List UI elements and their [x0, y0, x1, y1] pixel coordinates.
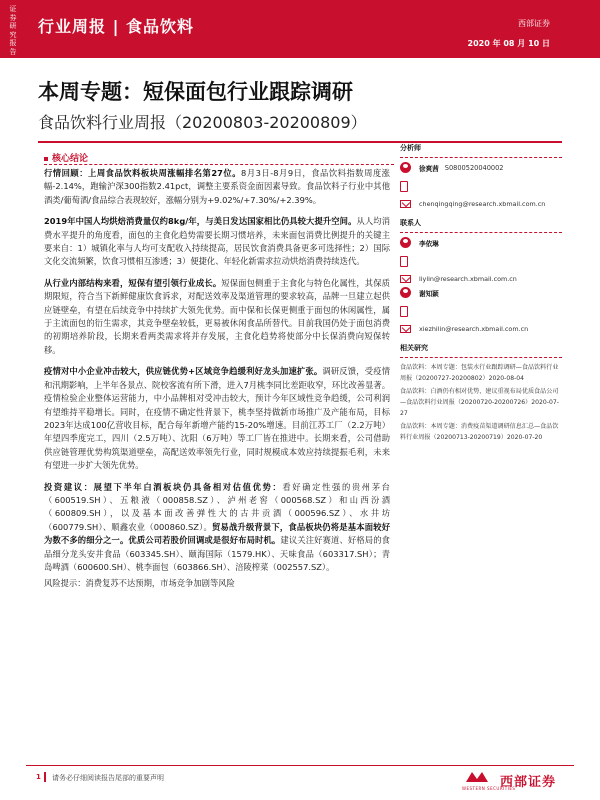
contact-name: 李依琳 — [419, 239, 439, 248]
paragraph-text: 看好确定性强的贵州茅台（600519.SH）、五粮液（000858.SZ）、泸州老窖（000568.SZ）和山西汾酒（600809.SH），以及基本面改善弹性大的古井贡酒（000596.SZ）、水井坊（600779.SH）、顺鑫农业（000860.SZ）。 — [44, 481, 390, 532]
paragraph-text: 从人均消费水平提升的角度看，面包的主食化趋势需要长期习惯培养，未来面包消费比例提升的关键主要来自：1）城镇化率与人均可支配收入持续提高，居民饮食消费具备更多可选择性；2）国际文化交流频繁，饮食习惯相互渗透；3）便捷化、年轻化新需求拉动烘焙消费持续迭代。 — [44, 216, 390, 267]
related-item[interactable]: 食品饮料：本周专题：消费疫苗渠道调研信息汇总—食品饮料行业周报（20200713-20200719）2020-07-20 — [400, 423, 559, 441]
contact-email-row — [400, 325, 562, 333]
main-body — [44, 167, 390, 591]
contact-name: 谢知颖 — [419, 289, 439, 298]
contact-email-row — [400, 275, 562, 283]
paragraph-market-review — [44, 167, 390, 207]
company-logo-text: 西部证券 — [500, 775, 557, 790]
contact-email[interactable]: xiezhilin@research.xbmail.com.cn — [419, 325, 529, 333]
person-icon — [400, 237, 411, 248]
analyst-phone-row — [400, 181, 562, 192]
paragraph-consumption — [44, 215, 390, 269]
section-heading: 核心结论 — [44, 151, 88, 164]
analyst-row — [400, 162, 562, 173]
paragraph-investment — [44, 481, 390, 575]
contact-row — [400, 237, 562, 248]
analyst-name: 徐爽茜 — [419, 164, 439, 173]
page-title: 本周专题：短保面包行业跟踪调研 — [38, 80, 353, 104]
paragraph-text: 8月3日-8月9日，食品饮料指数周度涨幅-2.14%，跑输沪深300指数2.41pct，调整主要系资金面因素导致。食品饮料子行业中其他酒类/葡萄酒/食品综合表现较好，涨幅分别为+9.02%/+7.30%/+2.39%。 — [44, 168, 390, 205]
report-date: 2020 年 08 月 10 日 — [467, 39, 550, 48]
report-category: 行业周报 | 食品饮料 — [38, 17, 194, 36]
mail-icon — [400, 200, 411, 208]
paragraph-text: 调研反馈，受疫情和汛期影响，上半年各景点、院校客流有所下滑，进入7月桃李同比差距收窄，环比改善显著。疫情检验企业整体运营能力，中小品牌相对受冲击较大，预计今年区域性竞争趋缓，公司利润有望维持平稳增长。同时，在疫情不确定性背景下，桃李坚持做新市场推广及产能布局，目标2023年达成100亿营收目标，配合每年新增产能约15-20%增速。目前江苏工厂（2.2万吨）年望四季度完工，四川（2.5万吨）、沈阳（6万吨）等工厂皆在推进中。长期来看，公司借助供应链管理优势构筑渠道壁垒，高配送效率领先行业，同时规模成本效应持续提振毛利，未来有望进一步扩大领先优势。 — [44, 366, 390, 471]
paragraph-structure — [44, 277, 390, 357]
related-divider — [400, 357, 562, 358]
phone-icon — [400, 256, 408, 267]
sidebar — [400, 143, 562, 445]
person-icon — [400, 287, 411, 298]
paragraph-text: 短保面包侧重于主食化与特色化属性，其保质期限短，符合当下新鲜健康饮食诉求，对配送效率及渠道管理的要求较高，品牌一旦建立起供应链壁垒，有望在后续竞争中持续扩大领先优势。而中保和长保更侧重于面包的休闲属性，属于主流面包的衍生需求，其竞争壁垒较低，更易被休闲食品所替代。目前我国仍处于面包消费的初期培养阶段，长期来看两类需求将并存发展，主食化趋势将使部分中长保消费向短保转移。 — [44, 277, 390, 355]
side-stripe — [0, 0, 26, 58]
mail-icon — [400, 325, 411, 333]
paragraph-text: 风险提示：消费复苏不达预期，市场竞争加剧等风险 — [44, 578, 235, 589]
contact-divider — [400, 232, 562, 233]
analyst-email[interactable]: chenqingqing@research.xbmail.com.cn — [419, 200, 546, 208]
mail-icon — [400, 275, 411, 283]
phone-icon — [400, 306, 408, 317]
paragraph-lead: 行情回顾：上周食品饮料板块周涨幅排名第27位。 — [44, 168, 242, 178]
paragraph-lead: 投资建议：展望下半年白酒板块仍具备相对估值优势： — [44, 481, 283, 492]
contact-phone-row — [400, 306, 562, 317]
analyst-divider — [400, 157, 562, 158]
paragraph-epidemic — [44, 365, 390, 472]
phone-icon — [400, 181, 408, 192]
analyst-id: S0800520040002 — [444, 163, 504, 172]
analyst-email-row — [400, 200, 562, 208]
header-brand: 西部证券 — [518, 19, 550, 28]
related-list — [400, 362, 562, 443]
contact-row — [400, 287, 562, 298]
contact-email[interactable]: liylin@research.xbmail.com.cn — [419, 275, 517, 283]
contact-phone-row — [400, 256, 562, 267]
paragraph-lead: 疫情对中小企业冲击较大，供应链优势+区域竞争趋缓利好龙头加速扩张。 — [44, 366, 323, 377]
contact-heading: 联系人 — [400, 219, 421, 227]
page-number: 1 — [36, 773, 41, 781]
footer-divider — [26, 765, 574, 766]
analyst-heading: 分析师 — [400, 144, 421, 152]
footer-marker — [44, 772, 46, 782]
related-item[interactable]: 食品饮料：本周专题：包装水行业跟踪调研—食品饮料行业周报（20200727-20200802）2020-08-04 — [400, 364, 559, 382]
person-icon — [400, 162, 411, 173]
related-heading: 相关研究 — [400, 344, 428, 352]
paragraph-risk — [44, 577, 390, 590]
paragraph-lead-2: 贸易战升级背景下，食品板块仍将是基本面较好为数不多的细分之一。优质公司若股价回调或是很好布局时机。 — [44, 521, 390, 546]
company-logo-icon — [464, 769, 490, 785]
paragraph-text-2: 建议关注好赛道、好格局的食品细分龙头安井食品（603345.SH）、颐海国际（1579.HK）、天味食品（603317.SH）；青岛啤酒（600600.SH）、桃李面包（603866.SH）、涪陵榨菜（002557.SZ）。 — [44, 535, 390, 572]
paragraph-lead: 2019年中国人均烘焙消费量仅约8kg/年，与美日发达国家相比仍具较大提升空间。 — [44, 216, 357, 227]
footer-disclaimer: 请务必仔细阅读报告尾部的重要声明 — [52, 774, 164, 782]
section-divider — [44, 164, 394, 165]
logo-subtext: WESTERN SECURITIES — [462, 786, 516, 791]
paragraph-lead: 从行业内部结构来看，短保有望引领行业成长。 — [44, 277, 222, 288]
page-subtitle: 食品饮料行业周报（20200803-20200809） — [38, 113, 367, 132]
side-label: 证券研究报告 — [9, 5, 17, 56]
related-item[interactable]: 食品饮料：白酒仍有相对优势，建议重视布局优质食品公司—食品饮料行业周报（20200720-20200726）2020-07-27 — [400, 388, 559, 417]
